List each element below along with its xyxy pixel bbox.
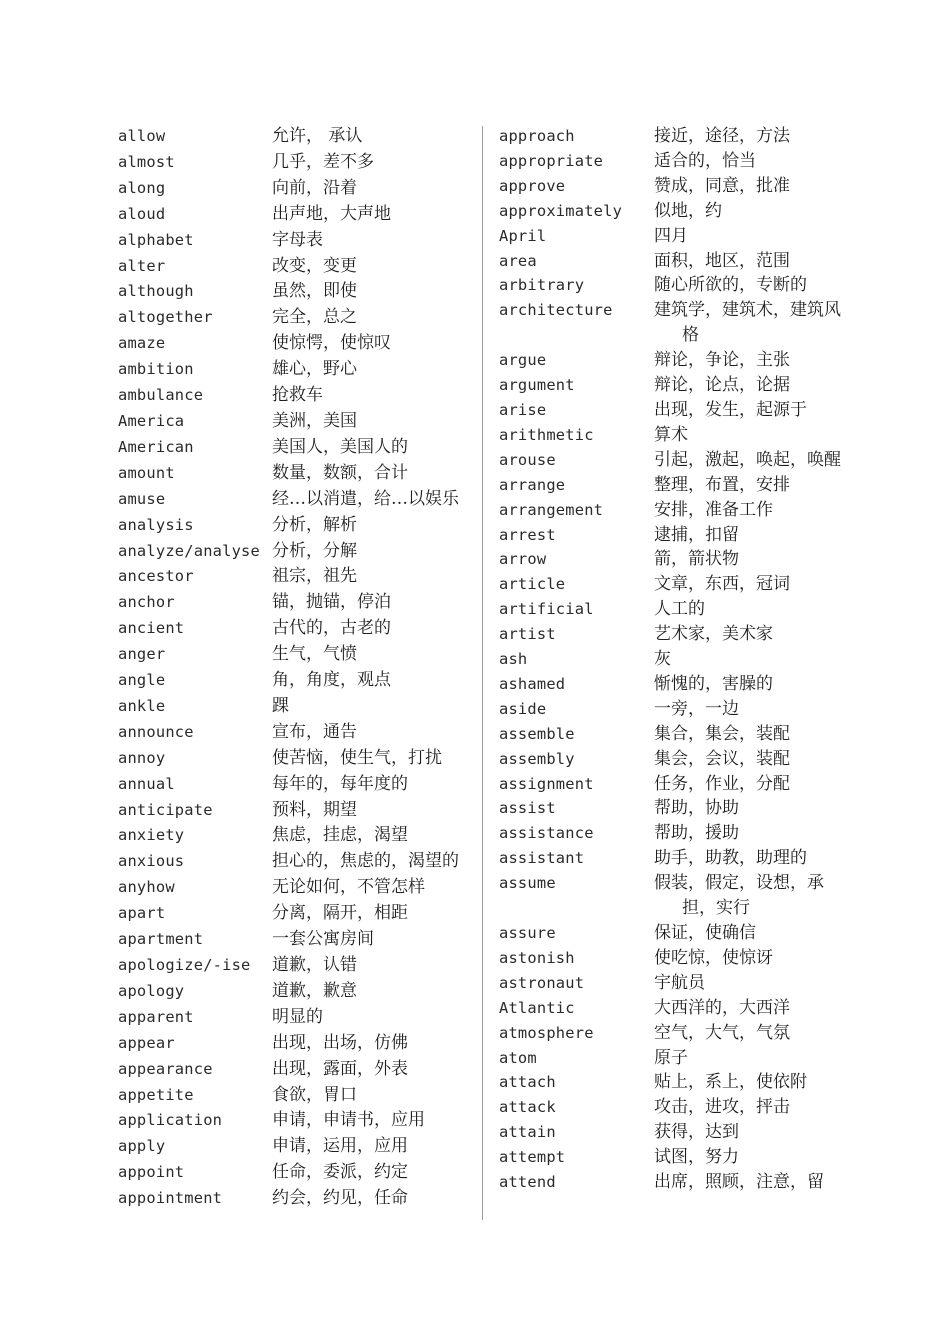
vocab-definition: 使吃惊，使惊讶 [654, 947, 773, 968]
vocab-entry [499, 722, 849, 747]
vocab-word: assistant [499, 849, 585, 868]
vocab-entry [118, 694, 468, 720]
vocab-definition: 锚，抛锚，停泊 [272, 592, 391, 613]
vocab-entry [118, 331, 468, 357]
vocab-entry [118, 1134, 468, 1160]
vocab-word: apology [118, 981, 185, 1000]
vocab-word: although [118, 282, 194, 301]
vocab-entry [118, 772, 468, 798]
vocab-word: argue [499, 351, 547, 370]
vocab-word: ambition [118, 360, 194, 379]
vocab-entry [499, 871, 849, 921]
vocab-definition: 接近，途径，方法 [654, 126, 790, 146]
vocab-word: announce [118, 722, 194, 741]
vocab-definition: 辩论，争论，主张 [654, 350, 790, 371]
vocab-entry [118, 1108, 468, 1134]
vocab-definition: 整理，布置，安排 [654, 474, 790, 495]
vocab-word: article [499, 575, 566, 594]
vocab-definition: 向前，沿着 [272, 177, 357, 198]
vocab-word: apologize/-ise [118, 956, 251, 974]
vocab-word: ashamed [499, 674, 566, 693]
vocab-entry [499, 772, 849, 797]
vocab-definition: 任命，委派，约定 [272, 1162, 408, 1183]
vocab-definition: 焦虑，挂虑，渴望 [272, 825, 408, 846]
vocab-word: ancient [118, 619, 185, 638]
vocab-word: arrest [499, 525, 556, 544]
vocab-entry [118, 1083, 468, 1109]
vocab-word: appropriate [499, 151, 604, 170]
vocab-definition: 空气，大气，气氛 [654, 1022, 790, 1043]
vocab-entry [499, 672, 849, 697]
column-divider [482, 126, 483, 1220]
vocab-definition: 赞成，同意，批准 [654, 175, 790, 196]
vocab-word: arbitrary [499, 276, 585, 295]
vocab-definition: 数量，数额，合计 [272, 462, 408, 483]
vocab-entry [499, 423, 849, 448]
vocab-entry [118, 746, 468, 772]
vocab-word: assist [499, 799, 556, 818]
vocab-definition: 角，角度，观点 [272, 670, 391, 691]
vocab-entry [499, 473, 849, 498]
vocab-word: amaze [118, 334, 166, 353]
vocab-definition: 引起，激起，唤起，唤醒 [654, 449, 841, 470]
vocab-word: appointment [118, 1189, 223, 1208]
vocab-definition: 祖宗，祖先 [272, 566, 357, 587]
vocab-word: atmosphere [499, 1023, 594, 1042]
vocab-word: apply [118, 1137, 166, 1156]
vocab-word: approximately [499, 201, 623, 220]
vocab-word: anxiety [118, 826, 185, 845]
vocab-entry [499, 996, 849, 1021]
vocab-definition: 算术 [654, 424, 688, 445]
vocab-definition: 助手，助教，助理的 [654, 848, 807, 869]
vocab-entry [499, 273, 849, 298]
vocab-word: altogether [118, 308, 213, 327]
vocab-entry [499, 547, 849, 572]
vocab-entry [118, 539, 468, 565]
vocab-word: amount [118, 463, 175, 482]
vocab-definition: 道歉，歉意 [272, 980, 357, 1001]
vocab-definition: 四月 [654, 225, 688, 246]
vocab-entry [499, 796, 849, 821]
vocab-definition: 美国人，美国人的 [272, 436, 408, 457]
vocab-entry [118, 849, 468, 875]
vocab-definition: 出席，照顾，注意，留 [654, 1172, 824, 1193]
vocab-entry [118, 927, 468, 953]
vocab-definition: 雄心，野心 [272, 359, 357, 380]
vocab-definition: 分析，分解 [272, 540, 357, 561]
vocab-word: assemble [499, 724, 575, 743]
vocab-word: approve [499, 176, 566, 195]
vocab-word: appoint [118, 1163, 185, 1182]
vocab-entry [499, 199, 849, 224]
vocab-definition: 保证，使确信 [654, 923, 756, 943]
vocab-definition: 随心所欲的，专断的 [654, 275, 807, 296]
vocab-definition: 担心的，焦虑的，渴望的 [272, 851, 459, 872]
vocab-word: attain [499, 1123, 556, 1142]
vocab-entry [499, 971, 849, 996]
vocab-definition: 改变，变更 [272, 255, 357, 276]
vocab-word: ankle [118, 696, 166, 715]
vocab-definition: 灰 [654, 649, 671, 670]
vocab-entry [118, 176, 468, 202]
vocab-word: analyze/analyse [118, 541, 260, 560]
vocab-word: argument [499, 376, 575, 395]
vocab-entry [499, 697, 849, 722]
vocab-word: aloud [118, 204, 166, 223]
vocab-word: architecture [499, 301, 613, 320]
vocab-definition: 道歉，认错 [272, 955, 357, 975]
vocab-entry [118, 1160, 468, 1186]
vocab-word: attempt [499, 1148, 566, 1167]
vocab-entry [118, 279, 468, 305]
vocab-word: arithmetic [499, 425, 594, 444]
vocab-entry [118, 668, 468, 694]
vocab-word: assignment [499, 774, 594, 793]
vocab-entry [118, 1057, 468, 1083]
vocab-entry [499, 1046, 849, 1071]
vocab-word: artist [499, 625, 556, 644]
vocab-definition: 似地，约 [654, 200, 722, 221]
vocab-entry [499, 1120, 849, 1145]
vocab-entry [118, 409, 468, 435]
vocab-word: American [118, 437, 194, 456]
vocab-definition: 假装，假定，设想，承担，实行 [654, 873, 824, 919]
vocab-word: April [499, 226, 547, 245]
vocab-entry [499, 1095, 849, 1120]
vocab-definition: 古代的，古老的 [272, 618, 391, 639]
vocab-definition: 无论如何，不管怎样 [272, 877, 425, 898]
vocab-entry [118, 564, 468, 590]
vocab-entry [118, 124, 468, 150]
vocab-entry [499, 821, 849, 846]
vocab-definition: 字母表 [272, 229, 323, 250]
vocab-word: analysis [118, 515, 194, 534]
vocab-entry [118, 642, 468, 668]
vocab-entry [499, 124, 849, 149]
vocab-word: arise [499, 400, 547, 419]
vocab-definition: 每年的，每年度的 [272, 773, 408, 794]
vocab-entry [118, 254, 468, 280]
vocab-definition: 出现，发生，起源于 [654, 399, 807, 420]
vocab-definition: 艺术家，美术家 [654, 624, 773, 645]
vocab-word: artificial [499, 600, 594, 619]
vocab-definition: 抢救车 [272, 385, 323, 406]
vocab-word: Atlantic [499, 998, 575, 1017]
vocab-word: anticipate [118, 800, 213, 819]
vocab-definition: 逮捕，扣留 [654, 524, 739, 545]
vocab-entry [118, 228, 468, 254]
vocab-definition: 一旁，一边 [654, 698, 739, 719]
vocab-entry [499, 498, 849, 523]
vocab-definition: 分析，解析 [272, 514, 357, 535]
vocab-word: arrangement [499, 500, 604, 519]
vocab-entry [118, 487, 468, 513]
vocab-word: assembly [499, 749, 575, 768]
vocab-word: appetite [118, 1085, 194, 1104]
vocab-entry [499, 348, 849, 373]
vocab-definition: 允许， 承认 [272, 126, 363, 146]
vocab-word: assume [499, 874, 556, 893]
vocab-entry [499, 946, 849, 971]
vocab-word: ambulance [118, 386, 204, 405]
vocab-entry [499, 846, 849, 871]
vocab-entry [118, 798, 468, 824]
vocab-word: amuse [118, 489, 166, 508]
vocab-word: almost [118, 152, 175, 171]
vocab-word: ancestor [118, 567, 194, 586]
vocab-definition: 宣布，通告 [272, 721, 357, 742]
vocabulary-column-right [499, 124, 849, 1195]
vocab-entry [118, 202, 468, 228]
vocab-word: alphabet [118, 230, 194, 249]
vocab-definition: 食欲，胃口 [272, 1084, 357, 1105]
vocab-entry [118, 1031, 468, 1057]
vocab-definition: 踝 [272, 695, 289, 716]
vocab-word: America [118, 411, 185, 430]
vocab-word: annual [118, 774, 175, 793]
vocab-entry [499, 622, 849, 647]
vocab-word: appearance [118, 1059, 213, 1078]
vocab-word: assistance [499, 824, 594, 843]
vocab-word: appear [118, 1033, 175, 1052]
vocab-word: area [499, 251, 537, 270]
vocab-word: anxious [118, 852, 185, 871]
vocab-entry [499, 224, 849, 249]
vocab-entry [499, 373, 849, 398]
vocab-definition: 申请，运用，应用 [272, 1136, 408, 1157]
vocabulary-column-left [118, 124, 468, 1212]
vocab-word: assure [499, 924, 556, 942]
vocab-definition: 试图，努力 [654, 1147, 739, 1168]
vocab-definition: 约会，约见，任命 [272, 1188, 408, 1209]
vocab-word: apparent [118, 1007, 194, 1026]
vocab-entry [499, 298, 849, 348]
vocab-word: angle [118, 671, 166, 690]
vocab-word: arrow [499, 550, 547, 569]
vocab-entry [118, 979, 468, 1005]
vocab-definition: 出现，露面，外表 [272, 1058, 408, 1079]
vocab-definition: 完全，总之 [272, 307, 357, 328]
vocab-entry [118, 616, 468, 642]
vocab-entry [499, 1070, 849, 1095]
vocab-definition: 贴上，系上，使依附 [654, 1072, 807, 1093]
vocab-word: anger [118, 645, 166, 664]
vocab-entry [499, 174, 849, 199]
vocab-word: aside [499, 699, 547, 718]
vocab-entry [499, 398, 849, 423]
vocab-entry [499, 448, 849, 473]
vocab-entry [118, 357, 468, 383]
vocab-definition: 原子 [654, 1047, 688, 1068]
vocab-definition: 帮助，援助 [654, 823, 739, 844]
vocab-word: arouse [499, 450, 556, 469]
vocab-definition: 宇航员 [654, 972, 705, 993]
vocab-entry [499, 1170, 849, 1195]
vocab-entry [499, 921, 849, 946]
vocab-word: astronaut [499, 973, 585, 992]
vocab-entry [118, 823, 468, 849]
vocab-definition: 生气，气愤 [272, 644, 357, 665]
vocab-entry [118, 590, 468, 616]
vocab-definition: 集会，会议，装配 [654, 748, 790, 769]
vocab-entry [118, 461, 468, 487]
vocab-entry [499, 647, 849, 672]
vocab-definition: 建筑学，建筑术，建筑风格 [654, 300, 841, 346]
vocab-definition: 经…以消遣，给…以娱乐 [272, 488, 459, 509]
vocab-word: allow [118, 127, 166, 145]
vocab-word: apartment [118, 930, 204, 949]
vocab-entry [118, 383, 468, 409]
vocab-entry [499, 1145, 849, 1170]
vocab-word: attach [499, 1073, 556, 1092]
vocab-word: annoy [118, 748, 166, 767]
vocab-definition: 明显的 [272, 1006, 323, 1027]
vocab-word: apart [118, 904, 166, 923]
vocab-entry [499, 249, 849, 274]
vocab-definition: 使惊愕，使惊叹 [272, 333, 391, 354]
vocab-definition: 任务，作业，分配 [654, 773, 790, 794]
vocab-word: anchor [118, 593, 175, 612]
vocab-entry [118, 305, 468, 331]
vocab-definition: 使苦恼，使生气，打扰 [272, 747, 442, 768]
vocab-entry [499, 1021, 849, 1046]
vocab-word: arrange [499, 475, 566, 494]
vocab-entry [499, 149, 849, 174]
vocab-definition: 安排，准备工作 [654, 499, 773, 520]
vocab-definition: 出现，出场，仿佛 [272, 1032, 408, 1053]
vocab-definition: 虽然，即使 [272, 281, 357, 302]
vocab-entry [499, 572, 849, 597]
vocab-entry [118, 720, 468, 746]
vocab-word: ash [499, 650, 528, 669]
vocab-definition: 帮助，协助 [654, 798, 739, 819]
vocab-entry [118, 953, 468, 979]
vocab-definition: 美洲，美国 [272, 410, 357, 431]
vocab-definition: 箭，箭状物 [654, 549, 739, 570]
vocab-word: astonish [499, 948, 575, 967]
vocab-definition: 申请，申请书，应用 [272, 1110, 425, 1131]
vocab-definition: 辩论，论点，论据 [654, 375, 790, 396]
vocab-entry [118, 435, 468, 461]
vocab-definition: 大西洋的，大西洋 [654, 997, 790, 1018]
vocab-definition: 适合的，恰当 [654, 150, 756, 171]
vocab-definition: 人工的 [654, 599, 705, 620]
vocab-entry [118, 150, 468, 176]
vocab-word: alter [118, 256, 166, 275]
vocab-entry [118, 901, 468, 927]
vocab-word: approach [499, 127, 575, 145]
vocab-definition: 文章，东西，冠词 [654, 574, 790, 595]
vocab-definition: 预料，期望 [272, 799, 357, 820]
vocab-definition: 惭愧的，害臊的 [654, 673, 773, 694]
vocab-entry [118, 1005, 468, 1031]
vocab-word: along [118, 178, 166, 197]
vocab-definition: 获得，达到 [654, 1122, 739, 1143]
vocab-entry [118, 875, 468, 901]
vocab-entry [499, 747, 849, 772]
vocab-entry [118, 1186, 468, 1212]
vocab-definition: 一套公寓房间 [272, 929, 374, 950]
vocab-word: attend [499, 1173, 556, 1192]
vocab-entry [118, 513, 468, 539]
vocab-definition: 面积，地区，范围 [654, 250, 790, 271]
vocab-entry [499, 523, 849, 548]
vocab-word: atom [499, 1048, 537, 1067]
vocab-definition: 几乎，差不多 [272, 151, 374, 172]
vocab-word: attack [499, 1098, 556, 1117]
vocab-entry [499, 597, 849, 622]
vocab-word: anyhow [118, 878, 175, 897]
vocab-definition: 攻击，进攻，抨击 [654, 1097, 790, 1118]
vocab-definition: 集合，集会，装配 [654, 723, 790, 744]
vocab-word: application [118, 1111, 223, 1130]
vocab-definition: 分离，隔开，相距 [272, 903, 408, 924]
vocab-definition: 出声地，大声地 [272, 203, 391, 224]
